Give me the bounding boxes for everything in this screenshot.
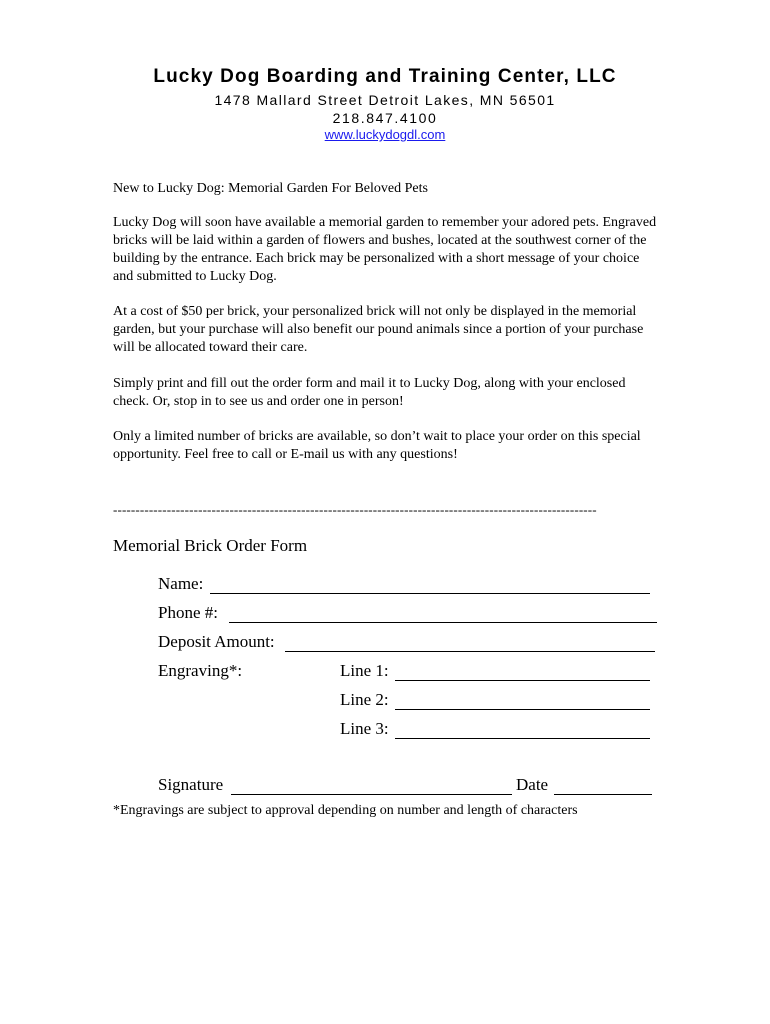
paragraph-instructions: Simply print and fill out the order form and mail it to Lucky Dog, along with your enclosed check. Or, stop in to see us and order one in person!: [113, 376, 626, 409]
engraving-line1-field[interactable]: [395, 680, 650, 681]
company-phone: 218.847.4100: [332, 110, 438, 126]
engraving-line3-field[interactable]: [395, 738, 650, 739]
name-label: Name:: [158, 574, 204, 593]
engraving-line2-field[interactable]: [395, 709, 650, 710]
phone-label: Phone #:: [158, 603, 218, 622]
signature-field[interactable]: [231, 794, 512, 795]
engraving-line3-label: Line 3:: [340, 719, 389, 738]
company-address: 1478 Mallard Street Detroit Lakes, MN 56501: [214, 92, 556, 108]
engraving-line2-label: Line 2:: [340, 690, 389, 709]
paragraph-cost: At a cost of $50 per brick, your personalized brick will not only be displayed in the memorial garden, but your purchase will also benefit our pound animals since a portion of your purchase will be allocated toward their care.: [113, 304, 644, 355]
name-field[interactable]: [210, 593, 650, 594]
deposit-field[interactable]: [285, 651, 655, 652]
phone-field[interactable]: [229, 622, 657, 623]
deposit-label: Deposit Amount:: [158, 632, 275, 651]
engraving-footnote: *Engravings are subject to approval depending on number and length of characters: [113, 803, 578, 818]
engraving-label: Engraving*:: [158, 661, 243, 680]
date-field[interactable]: [554, 794, 652, 795]
form-title: Memorial Brick Order Form: [113, 536, 308, 555]
company-name: Lucky Dog Boarding and Training Center, LLC: [153, 66, 617, 87]
date-label: Date: [516, 775, 549, 794]
signature-label: Signature: [158, 775, 224, 794]
paragraph-limited: Only a limited number of bricks are available, so don’t wait to place your order on this special opportunity. Feel free to call or E-mail us with any questions!: [113, 429, 641, 462]
cut-line-divider: ------------------------------------------------------------------------------------------------------------: [113, 502, 597, 517]
engraving-line1-label: Line 1:: [340, 661, 389, 680]
article-heading: New to Lucky Dog: Memorial Garden For Beloved Pets: [113, 181, 428, 196]
paragraph-intro: Lucky Dog will soon have available a memorial garden to remember your adored pets. Engraved bricks will be laid within a garden of flowers and bushes, located at the southwest corner of the building by the entrance. Each brick may be personalized with a short message of your choice and submitted to Lucky Dog.: [113, 215, 657, 284]
company-website-link[interactable]: www.luckydogdl.com: [324, 127, 446, 142]
